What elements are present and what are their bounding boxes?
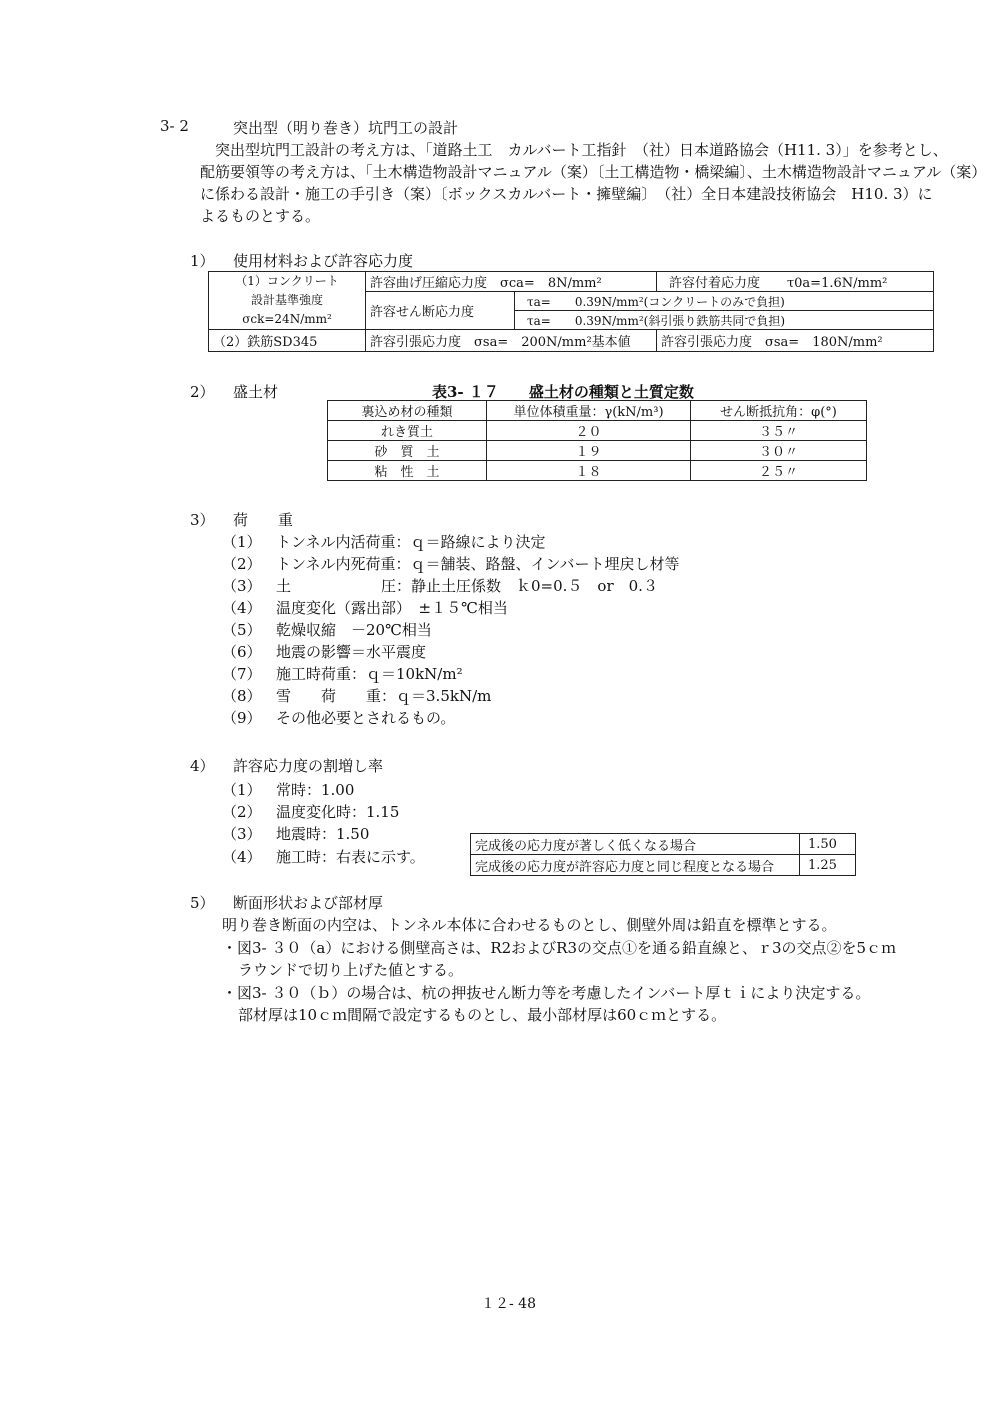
shape-line-3: ラウンドで切り上げた値とする。 <box>238 961 464 979</box>
tension-cell-2 <box>656 330 933 352</box>
increase-item-num: （4） <box>222 848 262 866</box>
intro-line-4: よるものとする。 <box>200 207 321 225</box>
bend-label: 許容曲げ圧縮応力度 <box>370 276 488 291</box>
load-item-text: 雪 荷 重：ｑ＝3.5kN/m <box>276 687 492 705</box>
table-row <box>328 461 867 481</box>
load-item-text: トンネル内死荷重：ｑ＝舗装、路盤、インバート埋戻し材等 <box>276 555 680 573</box>
loads-heading-num: 3） <box>190 511 215 529</box>
materials-table <box>208 271 934 352</box>
bond-label: 許容付着応力度 <box>668 276 760 291</box>
load-item-text: 施工時荷重：ｑ＝10kN/m² <box>276 665 463 683</box>
ratio-condition: 完成後の応力度が著しく低くなる場合 <box>471 834 800 855</box>
shear-value-1: τa= 0.39N/mm²(コンクリートのみで負担) <box>515 292 934 311</box>
shear-value-2: τa= 0.39N/mm²(斜引張り鉄筋共同で負担) <box>515 311 934 330</box>
shape-line-1: 明り巻き断面の内空は、トンネル本体に合わせるものとし、側壁外周は鉛直を標準とする。 <box>222 916 837 934</box>
fill-heading-num: 2） <box>190 383 215 401</box>
intro-line-3: に係わる設計・施工の手引き（案）〔ボックスカルバート・擁壁編〕 （社）全日本建設技術協会 H10. 3）に <box>200 185 933 203</box>
increase-item-text: 温度変化時：1.15 <box>276 803 400 821</box>
load-item-num: （1） <box>222 533 262 551</box>
table-row <box>471 834 856 855</box>
tension-value-2: σsa= 180N/mm² <box>765 335 883 350</box>
load-item-num: （8） <box>222 687 262 705</box>
load-item-num: （4） <box>222 599 262 617</box>
load-item-text: 乾燥収縮 －20℃相当 <box>276 621 432 639</box>
shape-heading: 断面形状および部材厚 <box>233 894 384 912</box>
intro-line-2: 配筋要領等の考え方は、「土木構造物設計マニュアル（案）〔土工構造物・橋梁編〕、土木構造物設計マニュアル（案） <box>200 163 987 181</box>
concrete-label: （1）コンクリート <box>235 274 339 288</box>
fill-table <box>327 400 867 481</box>
shear-label: 許容せん断応力度 <box>366 292 515 330</box>
fill-weight: ２０ <box>487 421 691 441</box>
load-item-text: トンネル内活荷重：ｑ＝路線により決定 <box>276 533 546 551</box>
load-item-num: （3） <box>222 577 262 595</box>
shape-line-2: ・図3- ３０（a）における側壁高さは、R2およびR3の交点①を通る鉛直線と、ｒ3の交点②を5ｃｍ <box>222 939 897 957</box>
fill-heading: 盛土材 <box>233 383 279 401</box>
increase-heading-num: 4） <box>190 757 215 775</box>
materials-heading-num: 1） <box>190 252 215 270</box>
table-row <box>328 441 867 461</box>
load-item-text: 地震の影響＝水平震度 <box>276 643 427 661</box>
fill-type: 砂 質 土 <box>328 441 487 461</box>
bond-cell <box>656 272 933 292</box>
tension-value-1: σsa= 200N/mm²基本値 <box>474 335 631 350</box>
materials-heading: 使用材料および許容応力度 <box>233 252 414 270</box>
concrete-cell <box>209 272 366 330</box>
increase-item-num: （3） <box>222 825 262 843</box>
tension-label-1: 許容引張応力度 <box>370 335 462 350</box>
shape-heading-num: 5） <box>190 894 215 912</box>
section-number: 3- 2 <box>160 117 189 135</box>
bend-value: σca= 8N/mm² <box>500 276 602 291</box>
shape-line-4: ・図3- ３０（ｂ）の場合は、杭の押抜せん断力等を考慮したインバート厚ｔｉにより決定する。 <box>222 984 871 1002</box>
concrete-strength-label: 設計基準強度 <box>250 293 323 307</box>
increase-item-num: （1） <box>222 781 262 799</box>
fill-weight: １９ <box>487 441 691 461</box>
fill-header-type: 裏込め材の種類 <box>328 401 487 421</box>
concrete-strength-value: σck=24N/mm² <box>242 312 332 326</box>
fill-type: 粘 性 土 <box>328 461 487 481</box>
ratio-value: 1.50 <box>800 834 856 855</box>
fill-angle: ３５〃 <box>691 421 867 441</box>
table-row <box>328 421 867 441</box>
fill-table-title: 表3- １７ 盛土材の種類と土質定数 <box>432 383 694 401</box>
fill-angle: ３０〃 <box>691 441 867 461</box>
load-item-num: （5） <box>222 621 262 639</box>
increase-item-text: 施工時：右表に示す。 <box>276 848 425 866</box>
loads-heading: 荷 重 <box>233 511 294 529</box>
load-item-num: （9） <box>222 709 262 727</box>
fill-header-weight: 単位体積重量：γ(kN/m³) <box>487 401 691 421</box>
intro-line-1: 突出型坑門工設計の考え方は、「道路土工 カルバート工指針 （社）日本道路協会（H11. 3）」を参考とし、 <box>215 141 948 159</box>
ratio-condition: 完成後の応力度が許容応力度と同じ程度となる場合 <box>471 855 800 876</box>
fill-angle: ２５〃 <box>691 461 867 481</box>
table-row <box>471 855 856 876</box>
load-item-text: 土 圧：静止土圧係数 ｋ0=0.５ or 0.３ <box>276 577 658 595</box>
load-item-text: その他必要とされるもの。 <box>276 709 456 727</box>
load-item-text: 温度変化（露出部） ±１５℃相当 <box>276 599 508 617</box>
fill-weight: １８ <box>487 461 691 481</box>
increase-heading: 許容応力度の割増し率 <box>233 757 384 775</box>
construction-ratio-table <box>470 833 856 876</box>
tension-label-2: 許容引張応力度 <box>660 335 752 350</box>
load-item-num: （2） <box>222 555 262 573</box>
increase-item-text: 地震時：1.50 <box>276 825 370 843</box>
ratio-value: 1.25 <box>800 855 856 876</box>
fill-header-angle: せん断抵抗角：φ(°) <box>691 401 867 421</box>
section-title: 突出型（明り巻き）坑門工の設計 <box>233 119 459 137</box>
shape-line-5: 部材厚は10ｃｍ間隔で設定するものとし、最小部材厚は60ｃｍとする。 <box>238 1006 727 1024</box>
load-item-num: （7） <box>222 665 262 683</box>
bend-cell <box>366 272 657 292</box>
rebar-label: （2）鉄筋SD345 <box>209 330 366 352</box>
fill-type: れき質土 <box>328 421 487 441</box>
tension-cell-1 <box>366 330 657 352</box>
page-number: １２- 48 <box>481 1296 536 1312</box>
increase-item-num: （2） <box>222 803 262 821</box>
increase-item-text: 常時：1.00 <box>276 781 355 799</box>
load-item-num: （6） <box>222 643 262 661</box>
bond-value: τ0a=1.6N/mm² <box>786 276 888 291</box>
